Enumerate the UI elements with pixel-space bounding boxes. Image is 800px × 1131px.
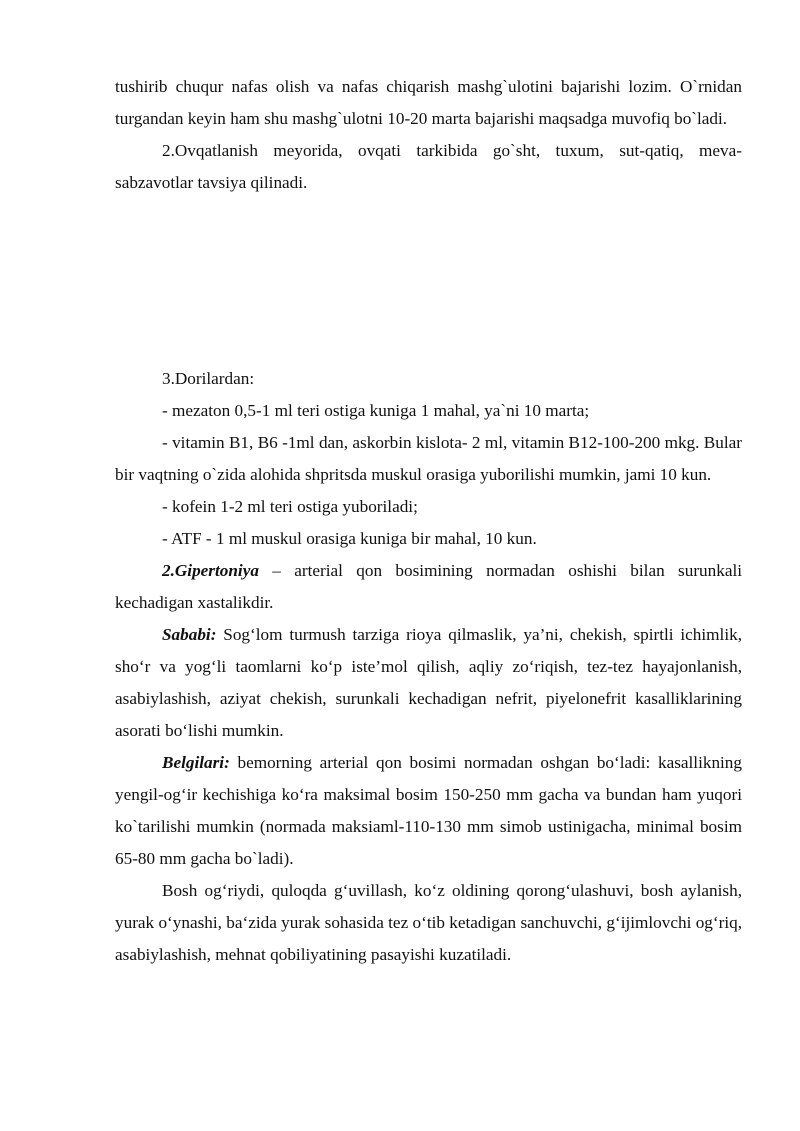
drug-item-kofein: - kofein 1-2 ml teri ostiga yuboriladi;	[162, 497, 418, 516]
hypertension-definition: – arterial qon bosimining normadan oshishi bilan surunkali kechadigan xastalikdir.	[115, 561, 742, 612]
drug-item-vitamins: - vitamin B1, B6 -1ml dan, askorbin kislota- 2 ml, vitamin B12-100-200 mkg. Bular bir vaqtning o`zida alohida shpritsda muskul orasiga yuborilishi mumkin, jami 10 kun.	[115, 433, 742, 484]
main-text-block	[115, 363, 742, 971]
top-text-block	[115, 71, 742, 199]
drugs-heading: 3.Dorilardan:	[162, 369, 255, 388]
signs-text: bemorning arterial qon bosimi normadan oshgan bo‘ladi: kasallikning yengil-og‘ir kechishiga ko‘ra maksimal bosim 150-250 mm gacha va bundan ham yuqori ko`tarilishi mumkin (normada maksiaml-110-130 mm simob ustinigacha, minimal bosim 65-80 mm gacha bo`ladi).	[115, 753, 742, 868]
causes-label: Sababi:	[162, 625, 217, 644]
nutrition-paragraph: 2.Ovqatlanish meyorida, ovqati tarkibida go`sht, tuxum, sut-qatiq, meva-sabzavotlar tavsiya qilinadi.	[115, 141, 742, 192]
drug-item-mezaton: - mezaton 0,5-1 ml teri ostiga kuniga 1 mahal, ya`ni 10 marta;	[162, 401, 590, 420]
causes-paragraph	[115, 619, 742, 747]
hypertension-definition-paragraph	[115, 555, 742, 619]
drug-item-atf: - ATF - 1 ml muskul orasiga kuniga bir mahal, 10 kun.	[162, 529, 537, 548]
signs-paragraph	[115, 747, 742, 875]
hypertension-title: 2.Gipertoniya	[162, 561, 259, 580]
causes-text: Sog‘lom turmush tarziga rioya qilmaslik, ya’ni, chekish, spirtli ichimlik, sho‘r va yog‘li taomlarni ko‘p iste’mol qilish, aqliy zo‘riqish, tez-tez hayajonlanish, asabiylashish, aziyat chekish, surunkali kechadigan nefrit, piyelonefrit kasalliklarining asorati bo‘lishi mumkin.	[115, 625, 742, 740]
signs-label: Belgilari:	[162, 753, 230, 772]
breathing-exercise-paragraph: tushirib chuqur nafas olish va nafas chiqarish mashg`ulotini bajarishi lozim. O`rnidan turgandan keyin ham shu mashg`ulotni 10-20 marta bajarishi maqsadga muvofiq bo`ladi.	[115, 77, 742, 128]
symptoms-paragraph: Bosh og‘riydi, quloqda g‘uvillash, ko‘z oldining qorong‘ulashuvi, bosh aylanish, yurak o‘ynashi, ba‘zida yurak sohasida tez o‘tib ketadigan sanchuvchi, g‘ijimlovchi og‘riq, asabiylashish, mehnat qobiliyatining pasayishi kuzatiladi.	[115, 881, 742, 964]
